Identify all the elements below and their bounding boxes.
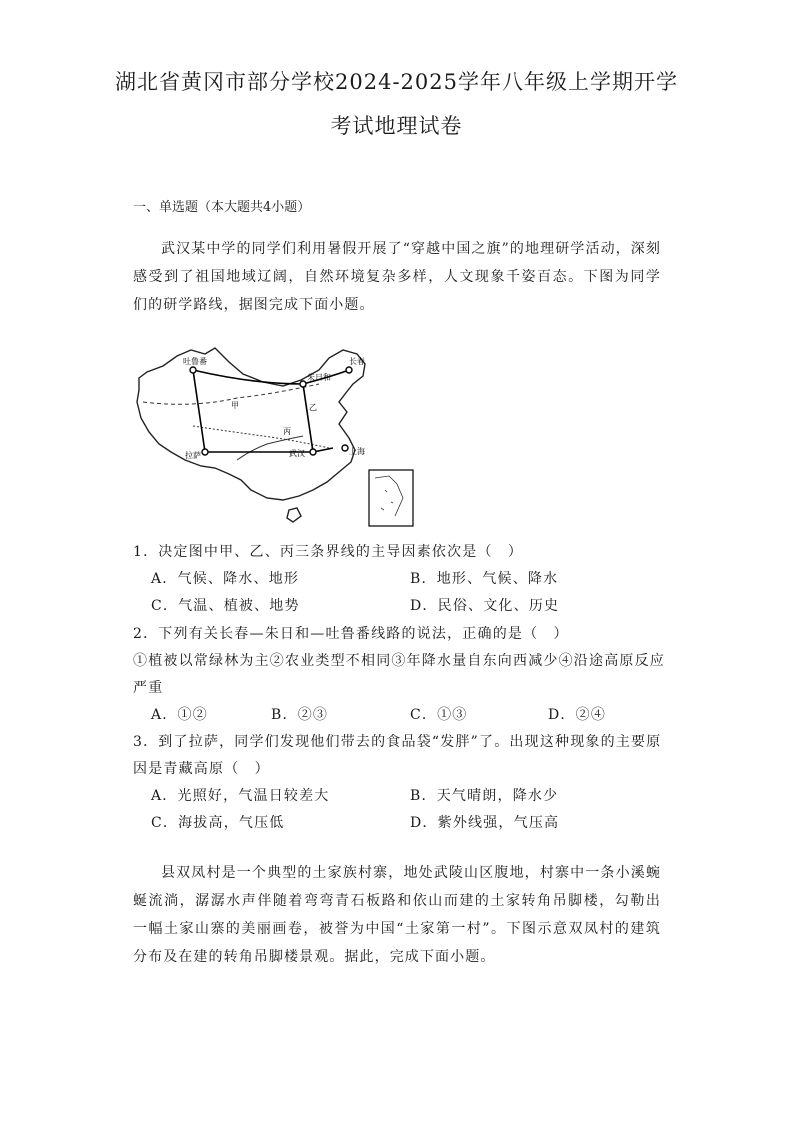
question-3-option-c[interactable]: C．海拔高，气压低	[151, 815, 285, 831]
label-jia: 甲	[231, 401, 239, 410]
question-1-option-a[interactable]: A．气候、降水、地形	[151, 571, 300, 587]
changchun-marker	[346, 367, 352, 373]
label-zhurihe: 朱日和	[307, 373, 331, 382]
question-2-option-d[interactable]: D．②④	[548, 707, 607, 723]
lhasa-marker	[202, 449, 208, 455]
question-3-option-d[interactable]: D．紫外线强，气压高	[410, 815, 560, 831]
question-2-stem-line2: ①植被以常绿林为主②农业类型不相同③年降水量自东向西减少④沿途高原反应	[133, 653, 665, 669]
exam-title-line2: 考试地理试卷	[330, 114, 463, 138]
section-heading: 一、单选题（本大题共4小题）	[133, 200, 311, 215]
question-2-stem: 2．下列有关长春—朱日和—吐鲁番线路的说法，正确的是（ ）	[133, 626, 569, 642]
question-2-option-c[interactable]: C．①③	[410, 707, 468, 723]
wuhan-marker	[310, 449, 316, 455]
zhurihe-marker	[300, 381, 306, 387]
china-outline	[137, 348, 365, 500]
question-1-option-d[interactable]: D．民俗、文化、历史	[410, 598, 560, 614]
label-changchun: 长春	[349, 357, 365, 366]
passage-intro: 武汉某中学的同学们利用暑假开展了“穿越中国之旗”的地理研学活动，深刻感受到了祖国地域辽阔，自然环境复杂多样，人文现象千姿百态。下图为同学们的研学路线，据图完成下面小题。	[133, 241, 661, 313]
question-3-stem: 3．到了拉萨，同学们发现他们带去的食品袋“发胖”了。出现这种现象的主要原	[133, 734, 662, 750]
turpan-marker	[190, 367, 196, 373]
boundary-yi	[193, 426, 329, 448]
question-2-option-a[interactable]: A．①②	[151, 707, 208, 723]
question-1-option-b[interactable]: B．地形、气候、降水	[410, 571, 559, 587]
shanghai-marker	[342, 445, 348, 451]
passage-village: 县双凤村是一个典型的土家族村寨，地处武陵山区腹地，村寨中一条小溪蜿蜒流淌，潺潺水声伴随着弯弯青石板路和依山而建的土家转角吊脚楼，勾勒出一幅土家山寨的美丽画卷，被誉为中国“土家第一村”。下图示意双凤村的建筑分布及在建的转角吊脚楼景观。据此，完成下面小题。	[133, 865, 661, 965]
label-lhasa: 拉萨	[185, 451, 201, 460]
exam-title-line1: 湖北省黄冈市部分学校2024-2025学年八年级上学期开学	[115, 70, 678, 94]
hainan-island	[287, 508, 301, 522]
question-1-stem: 1．决定图中甲、乙、丙三条界线的主导因素依次是（ ）	[133, 544, 524, 560]
question-3-stem-line2: 因是青藏高原（ ）	[133, 761, 270, 777]
label-turpan: 吐鲁番	[183, 357, 207, 366]
question-3-option-b[interactable]: B．天气晴朗，降水少	[410, 788, 559, 804]
label-bing: 丙	[283, 427, 291, 436]
question-1-option-c[interactable]: C．气温、植被、地势	[151, 598, 300, 614]
route-line	[193, 370, 349, 452]
question-2-stem-line3: 严重	[133, 680, 164, 696]
question-3-option-a[interactable]: A．光照好，气温日较差大	[151, 788, 330, 804]
label-yi: 乙	[309, 403, 317, 412]
china-route-map	[133, 340, 425, 532]
question-2-option-b[interactable]: B．②③	[271, 707, 329, 723]
label-wuhan: 武汉	[289, 449, 305, 458]
label-shanghai: 上海	[349, 447, 365, 456]
